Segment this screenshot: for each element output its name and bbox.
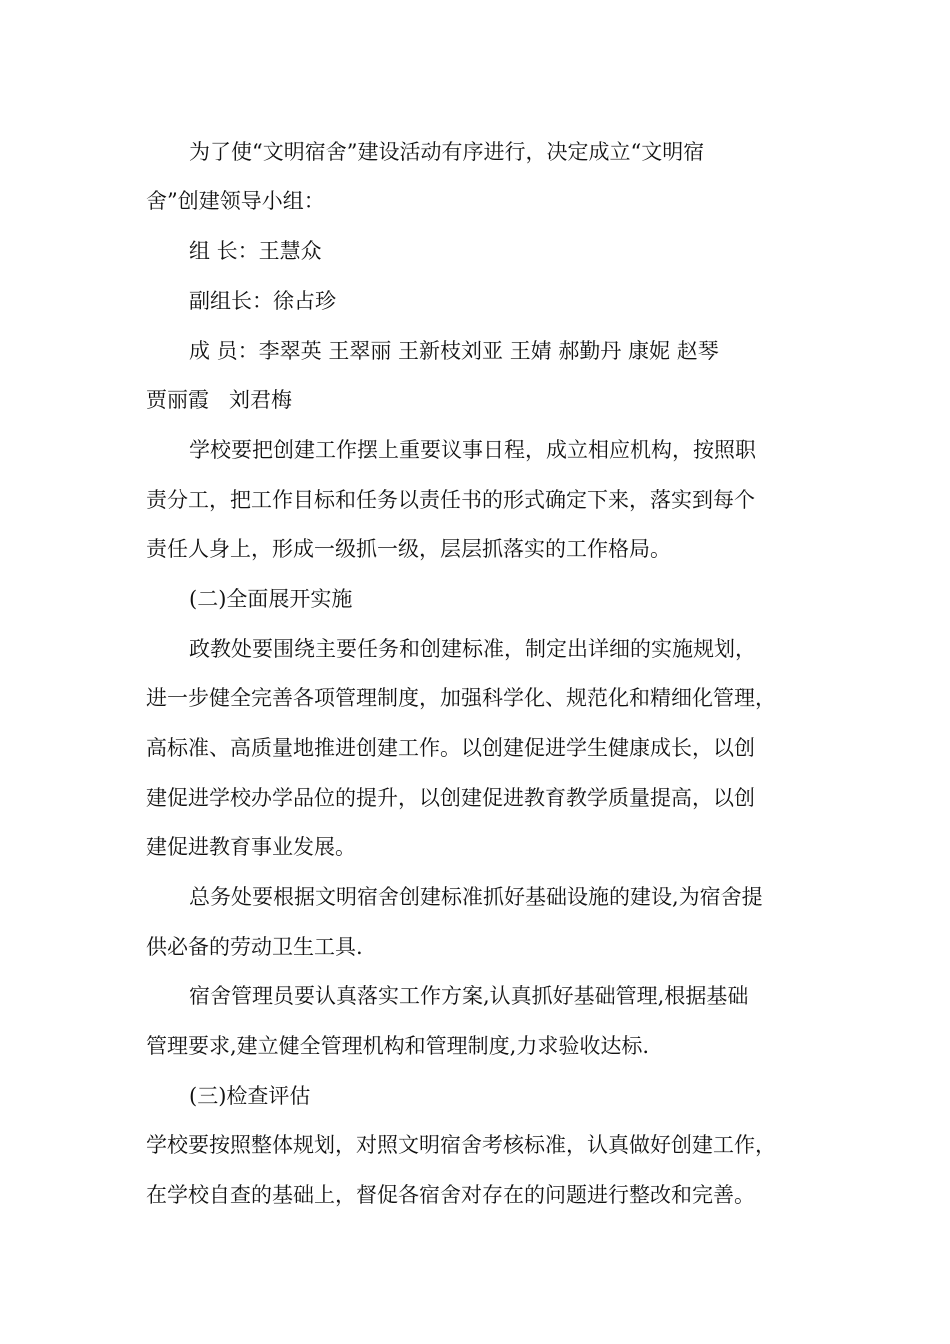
- text-line: 宿舍管理员要认真落实工作方案,认真抓好基础管理,根据基础: [189, 984, 749, 1008]
- text-line: 建促进学校办学品位的提升，以创建促进教育教学质量提高，以创: [146, 786, 755, 810]
- text-line: 学校要按照整体规划，对照文明宿舍考核标准，认真做好创建工作，: [146, 1133, 776, 1157]
- text-line: 副组长：徐占珍: [189, 289, 336, 313]
- text-line: 责任人身上，形成一级抓一级，层层抓落实的工作格局。: [146, 537, 671, 561]
- text-line: 学校要把创建工作摆上重要议事日程，成立相应机构，按照职: [189, 438, 756, 462]
- text-line: 进一步健全完善各项管理制度，加强科学化、规范化和精细化管理，: [146, 686, 776, 710]
- text-line: 组 长：王慧众: [189, 239, 322, 263]
- text-line: 高标准、高质量地推进创建工作。以创建促进学生健康成长，以创: [146, 736, 755, 760]
- text-line: 管理要求,建立健全管理机构和管理制度,力求验收达标.: [146, 1034, 650, 1058]
- section-heading: (二)全面展开实施: [189, 587, 353, 611]
- text-line: 政教处要围绕主要任务和创建标准，制定出详细的实施规划，: [189, 637, 756, 661]
- section-heading: (三)检查评估: [189, 1084, 311, 1108]
- text-line: 总务处要根据文明宿舍创建标准抓好基础设施的建设,为宿舍提: [189, 885, 763, 909]
- text-line: 在学校自查的基础上，督促各宿舍对存在的问题进行整改和完善。: [146, 1183, 755, 1207]
- text-line: 供必备的劳动卫生工具.: [146, 935, 363, 959]
- text-line: 成 员：李翠英 王翠丽 王新枝刘亚 王婧 郝勤丹 康妮 赵琴: [189, 339, 719, 363]
- text-line: 为了使“文明宿舍”建设活动有序进行，决定成立“文明宿: [189, 140, 705, 164]
- text-line: 舍”创建领导小组：: [146, 189, 325, 213]
- text-line: 贾丽霞 刘君梅: [146, 388, 293, 412]
- text-line: 责分工，把工作目标和任务以责任书的形式确定下来，落实到每个: [146, 488, 755, 512]
- text-line: 建促进教育事业发展。: [146, 835, 356, 859]
